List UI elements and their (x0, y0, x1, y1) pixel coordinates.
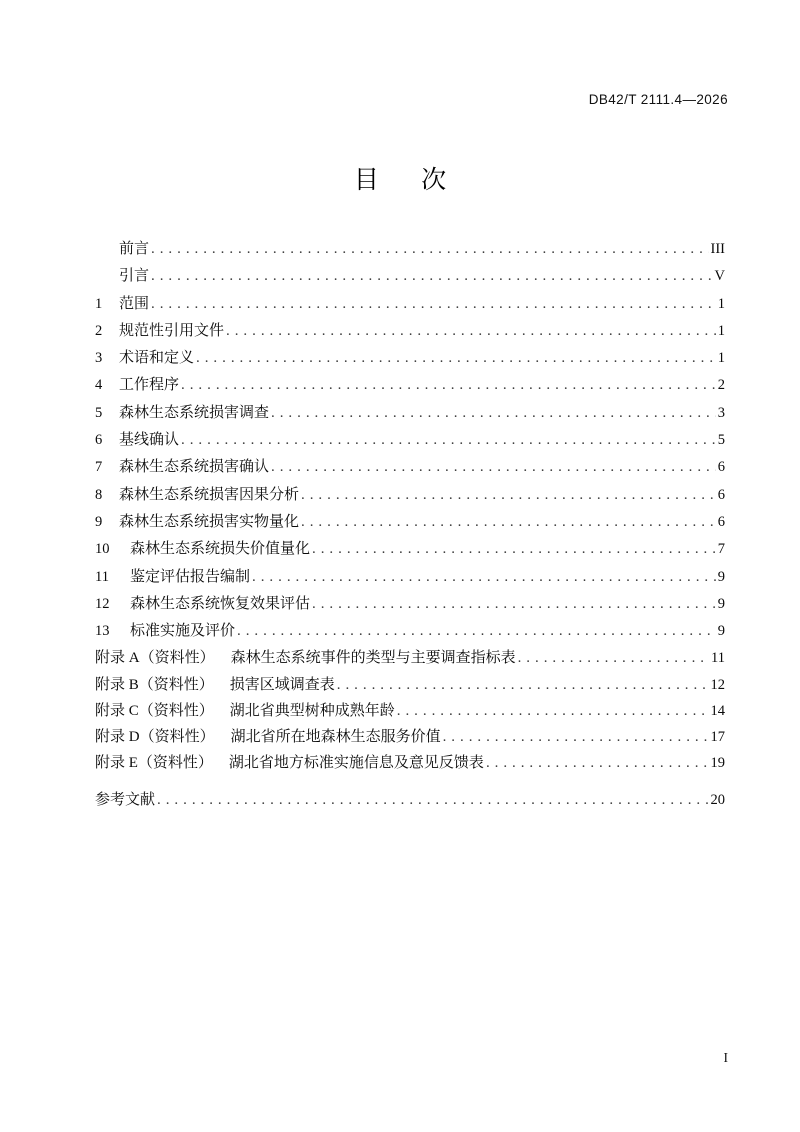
toc-entry-label: 基线确认 (119, 432, 180, 449)
dot-leader (181, 378, 716, 393)
toc-entry-number: 9 (95, 513, 103, 530)
toc-entry-label: 森林生态系统损害因果分析 (119, 486, 300, 503)
dot-leader (443, 730, 709, 745)
toc-appendix-entry[interactable] (95, 645, 725, 671)
standard-number-header: DB42/T 2111.4—2026 (588, 92, 728, 107)
dot-leader (237, 624, 716, 639)
toc-appendix-page: 17 (710, 729, 725, 746)
toc-entry-number: 8 (95, 486, 103, 503)
toc-appendix-label: 湖北省典型树种成熟年龄 (229, 702, 395, 719)
toc-entry-page: 9 (717, 595, 725, 612)
toc-entry-page: 6 (717, 459, 725, 476)
toc-entry-label: 森林生态系统损害调查 (119, 404, 270, 421)
toc-entry-label: 工作程序 (119, 377, 180, 394)
toc-entry-page: V (714, 268, 725, 285)
toc-entry-page: 9 (717, 623, 725, 640)
toc-entry[interactable] (95, 400, 725, 427)
toc-entry[interactable] (95, 509, 725, 536)
dot-leader (157, 793, 708, 808)
dot-leader (151, 269, 713, 284)
toc-entry-number: 13 (95, 623, 110, 640)
toc-entry-page: 2 (717, 377, 725, 394)
toc-entry-label: 森林生态系统损失价值量化 (130, 541, 311, 558)
toc-entry-page: 1 (717, 322, 725, 339)
toc-entry-number: 3 (95, 350, 103, 367)
toc-entry-label: 术语和定义 (119, 350, 195, 367)
toc-entry-page: 7 (717, 541, 725, 558)
toc-entry[interactable] (95, 427, 725, 454)
toc-entry-number: 6 (95, 432, 103, 449)
toc-appendix-label: 湖北省地方标准实施信息及意见反馈表 (228, 755, 484, 772)
dot-leader (312, 597, 716, 612)
dot-leader (486, 756, 709, 771)
toc-entry[interactable] (95, 345, 725, 372)
toc-appendix-page: 14 (710, 702, 725, 719)
toc-entry-number: 7 (95, 459, 103, 476)
dot-leader (226, 324, 716, 339)
toc-references-page: 20 (710, 792, 725, 809)
toc-appendix-page: 12 (710, 676, 725, 693)
dot-leader (301, 488, 716, 503)
dot-leader (312, 542, 716, 557)
toc-entry-label: 鉴定评估报告编制 (130, 568, 251, 585)
dot-leader (151, 242, 708, 257)
dot-leader (337, 678, 709, 693)
toc-entry-number: 2 (95, 322, 103, 339)
toc-entry-label: 标准实施及评价 (130, 623, 236, 640)
page-folio: I (723, 1050, 728, 1065)
toc-entry-page: 9 (717, 568, 725, 585)
dot-leader (252, 570, 716, 585)
toc-appendix-designation: 附录 D（资料性） (95, 729, 215, 746)
toc-appendix-designation: 附录 A（资料性） (95, 650, 215, 667)
toc-appendix-label: 森林生态系统事件的类型与主要调查指标表 (230, 650, 516, 667)
toc-appendix-page: 11 (711, 650, 725, 667)
toc-appendix-designation: 附录 B（资料性） (95, 676, 214, 693)
toc-entry[interactable] (95, 372, 725, 399)
toc-appendix-entry[interactable] (95, 672, 725, 698)
toc-appendix-label: 湖北省所在地森林生态服务价值 (230, 729, 441, 746)
toc-references-entry[interactable] (95, 787, 725, 814)
toc-appendix-designation: 附录 C（资料性） (95, 702, 214, 719)
toc-entry-page: 1 (717, 350, 725, 367)
toc-entry[interactable] (95, 263, 725, 290)
toc-entry-number: 11 (95, 568, 109, 585)
toc-entry-number: 4 (95, 377, 103, 394)
toc-appendix-label: 损害区域调查表 (229, 676, 335, 693)
toc-entry[interactable] (95, 536, 725, 563)
toc-entry-label: 范围 (119, 295, 150, 312)
toc-appendix-entry[interactable] (95, 724, 725, 750)
dot-leader (518, 651, 709, 666)
dot-leader (196, 351, 716, 366)
toc-references-label: 参考文献 (95, 792, 156, 809)
dot-leader (151, 297, 716, 312)
toc-entry-number: 5 (95, 404, 103, 421)
toc-entry-label: 前言 (119, 241, 150, 257)
toc-entry-page: 1 (717, 295, 725, 312)
toc-entry-number: 10 (95, 541, 110, 558)
dot-leader (397, 704, 709, 719)
toc-entry[interactable] (95, 318, 725, 345)
toc-entry-page: 6 (717, 513, 725, 530)
toc-entry-label: 引言 (119, 268, 150, 285)
toc-entry[interactable] (95, 591, 725, 618)
toc-entry-label: 森林生态系统损害确认 (119, 459, 270, 476)
dot-leader (181, 433, 716, 448)
toc-entry-page: 5 (717, 432, 725, 449)
toc-entry[interactable] (95, 454, 725, 481)
toc-entry-page: 3 (717, 404, 725, 421)
toc-entry-page: 6 (717, 486, 725, 503)
toc-appendix-entry[interactable] (95, 750, 725, 776)
dot-leader (271, 406, 716, 421)
toc-entry-label: 森林生态系统损害实物量化 (119, 513, 300, 530)
table-of-contents (95, 236, 725, 814)
toc-entry[interactable] (95, 618, 725, 645)
toc-entry-page: III (710, 241, 725, 257)
dot-leader (271, 460, 716, 475)
toc-appendix-designation: 附录 E（资料性） (95, 755, 213, 772)
toc-entry[interactable] (95, 291, 725, 318)
toc-entry[interactable] (95, 564, 725, 591)
toc-entry[interactable] (95, 236, 725, 263)
toc-entry[interactable] (95, 482, 725, 509)
toc-entry-number: 1 (95, 295, 103, 312)
toc-entry-number: 12 (95, 595, 110, 612)
toc-entry-label: 规范性引用文件 (119, 322, 225, 339)
toc-entry-label: 森林生态系统恢复效果评估 (130, 595, 311, 612)
toc-appendix-entry[interactable] (95, 698, 725, 724)
page-title: 目 次 (353, 167, 465, 194)
toc-appendix-page: 19 (710, 755, 725, 772)
dot-leader (301, 515, 716, 530)
